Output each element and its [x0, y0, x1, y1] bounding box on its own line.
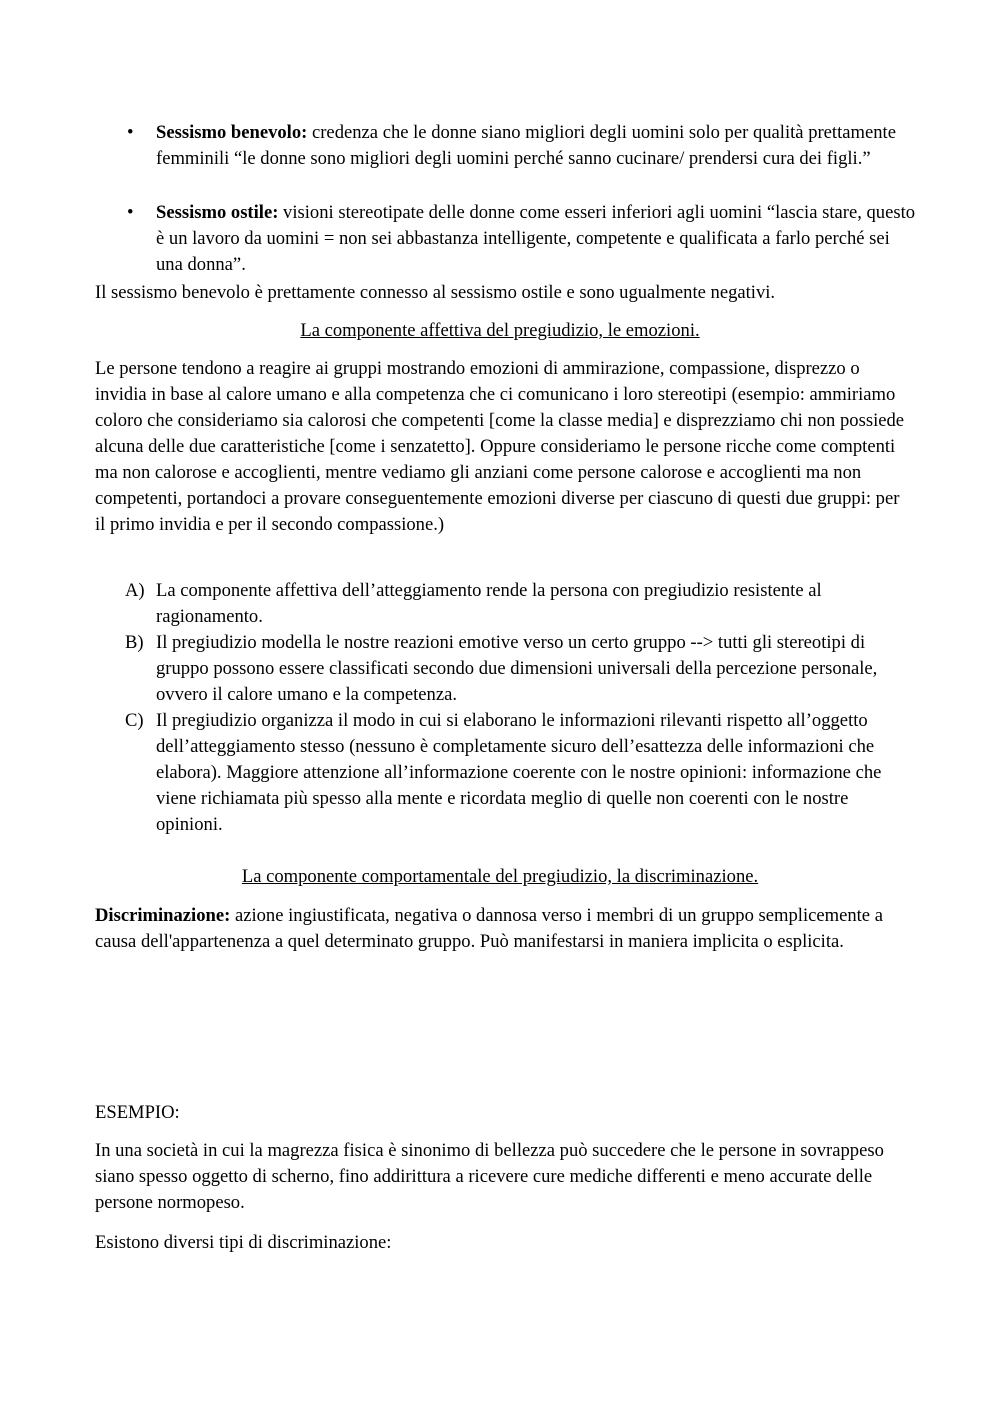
- section-heading-behavioral: La componente comportamentale del pregiudizio, la discriminazione.: [241, 866, 759, 887]
- closing-line: Esistono diversi tipi di discriminazione:: [95, 1232, 392, 1253]
- section-heading-affective: La componente affettiva del pregiudizio, le emozioni.: [300, 320, 700, 341]
- bullet-description: credenza che le donne siano migliori degli uomini solo per qualità prettamente femminili “le donne sono migliori degli uomini perché sanno cucinare/ prendersi cura dei figli.”: [156, 122, 896, 169]
- definition-text: azione ingiustificata, negativa o dannosa verso i membri di un gruppo semplicemente a causa dell'appartenenza a quel determinato gruppo. Può manifestarsi in maniera implicita o esplicita.: [95, 905, 883, 952]
- list-item-text: Il pregiudizio modella le nostre reazioni emotive verso un certo gruppo --> tutti gli stereotipi di gruppo possono essere classificati secondo due dimensioni universali della percezione personale, ovvero il calore umano e la competenza.: [156, 632, 878, 705]
- list-marker: B): [125, 632, 144, 653]
- bullet-term: Sessismo benevolo:: [156, 122, 308, 143]
- list-marker: A): [125, 580, 145, 601]
- discrimination-definition: [95, 903, 915, 955]
- bullet-text: [156, 200, 916, 278]
- example-label: ESEMPIO:: [95, 1102, 180, 1123]
- lettered-item-c: [95, 708, 915, 838]
- list-item-text: Il pregiudizio organizza il modo in cui si elaborano le informazioni rilevanti rispetto all’oggetto dell’atteggiamento stesso (nessuno è completamente sicuro dell’esattezza delle informazioni che elabora). Maggiore attenzione all’informazione coerente con le nostre opinioni: informazione che viene richiamata più spesso alla mente e ricordata meglio di quelle non coerenti con le nostre opinioni.: [156, 710, 882, 835]
- list-marker: C): [125, 710, 144, 731]
- bullet-description: visioni stereotipate delle donne come esseri inferiori agli uomini “lascia stare, questo è un lavoro da uomini = non sei abbastanza intelligente, competente e qualificata a farlo perché sei una donna”.: [156, 202, 916, 275]
- definition-term: Discriminazione:: [95, 905, 231, 926]
- bullet-item-sessismo-benevolo: [95, 120, 915, 172]
- list-item-text: La componente affettiva dell’atteggiamento rende la persona con pregiudizio resistente al ragionamento.: [156, 580, 822, 627]
- lettered-item-a: [95, 578, 915, 630]
- bullet-icon: •: [127, 202, 134, 223]
- affective-paragraph: Le persone tendono a reagire ai gruppi mostrando emozioni di ammirazione, compassione, disprezzo o invidia in base al calore umano e alla competenza che ci comunicano i loro stereotipi (esempio: ammiriamo coloro che consideriamo sia calorosi che competenti [come la classe media] e disprezziamo chi non possiede alcuna delle due caratteristiche [come i senzatetto]. Oppure consideriamo le persone ricche come comptenti ma non calorose e accoglienti, mentre vediamo gli anziani come persone calorose e accoglienti ma non competenti, portandoci a provare conseguentemente emozioni diverse per ciascuno di questi due gruppi: per il primo invidia e per il secondo compassione.): [95, 358, 905, 535]
- bullet-term: Sessismo ostile:: [156, 202, 279, 223]
- example-paragraph: In una società in cui la magrezza fisica è sinonimo di bellezza può succedere che le persone in sovrappeso siano spesso oggetto di scherno, fino addirittura a ricevere cure mediche differenti e meno accurate delle persone normopeso.: [95, 1140, 884, 1213]
- summary-line: Il sessismo benevolo è prettamente connesso al sessismo ostile e sono ugualmente negativi.: [95, 282, 776, 303]
- bullet-icon: •: [127, 122, 134, 143]
- bullet-item-sessismo-ostile: [95, 200, 915, 278]
- lettered-item-b: [95, 630, 915, 708]
- bullet-text: [156, 120, 916, 172]
